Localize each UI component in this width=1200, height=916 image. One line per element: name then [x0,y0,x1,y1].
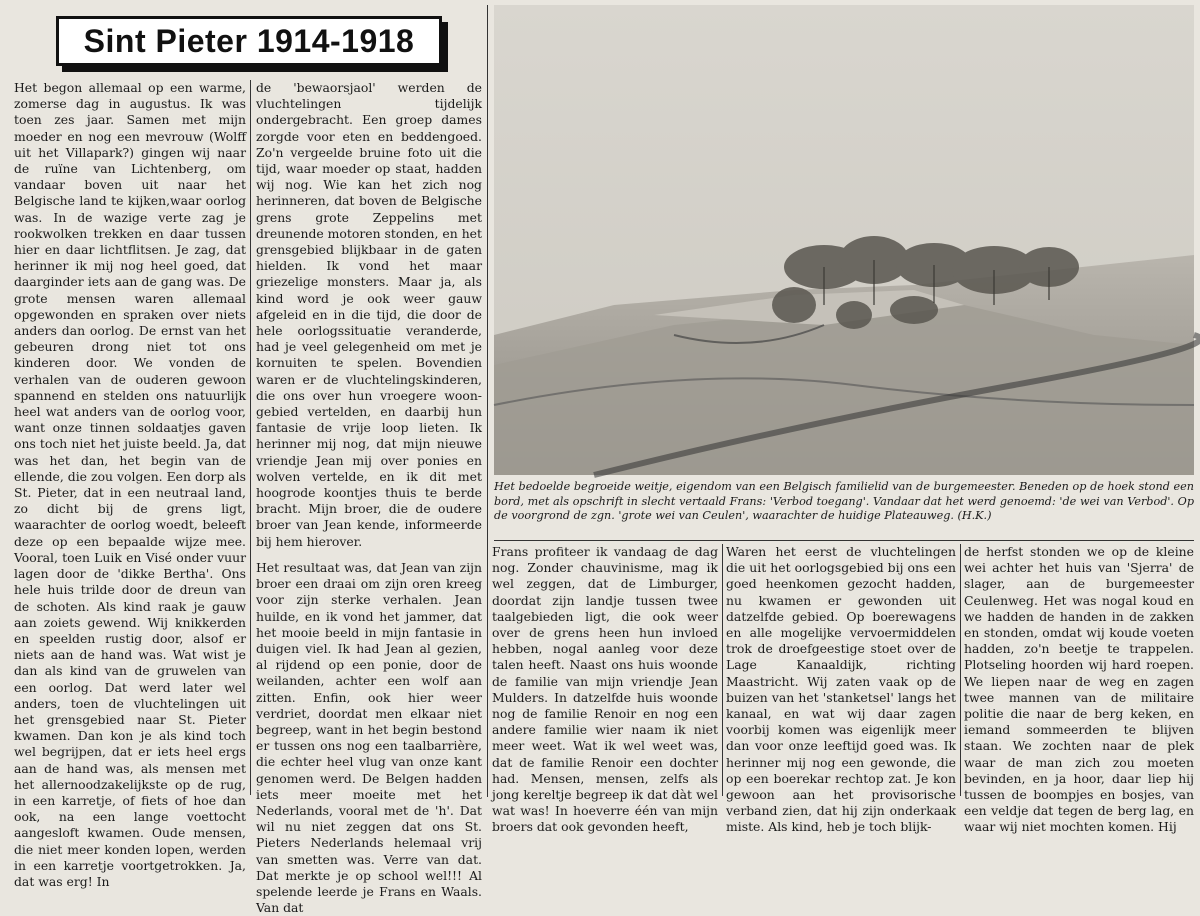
column-divider-1 [250,80,251,795]
landscape-drawing-icon [494,5,1194,475]
column-2-text-a: de 'bewaorsjaol' werden de vluchtelingen tijdelijk ondergebracht. Een groep dames zorgde voor eten en beddengoed. Zo'n vergeelde bruine foto uit die tijd, waar moeder op staat, hadden wij nog. Wie kan het zich nog herinneren, dat boven de Belgische grens grote Zeppelins met dreunende motoren stonden, en het grensgebied blijkbaar in de gaten hielden. Ik vond het maar griezelige monsters. Maar ja, als kind word je ook weer gauw afgeleid en in die tijd, die door de hele oorlogssituatie veranderde, had je veel gelegenheid om met je kornuiten te spelen. Bovendien waren er de vluchtelingskinderen, die ons over hun vroegere woon-gebied vertelden, en daarbij hun fantasie de vrije loop lieten. Ik herinner mij nog, dat mijn nieuwe vriendje Jean mij over ponies en wolven vertelde, en ik dit met hoogrode koontjes thuis te berde bracht. Mijn broer, die de oudere broer van Jean kende, informeerde bij hem hierover. [256,80,482,549]
landscape-photo [494,5,1194,475]
column-5-text: de herfst stonden we op de kleine wei achter het huis van 'Sjerra' de slager, aan de burgemeester Ceulenweg. Het was nogal koud en we hadden de handen in de zakken en stonden, omdat wij koude voeten hadden, zo'n beetje te trappelen. Plotseling hoorden wij hard roepen. We liepen naar de weg en zagen twee mannen van de militaire politie die naar de berg keken, en iemand sommeerden te blijven staan. We zochten naar de plek waar de man zich zou moeten bevinden, en ja hoor, daar liep hij tussen de boompjes en bosjes, van een veldje dat tegen de berg lag, en waar wij niet mochten komen. Hij [964,544,1194,835]
column-divider-4 [960,544,961,796]
article-column-2 [256,80,482,916]
article-column-4 [726,544,956,835]
article-column-1 [14,80,246,889]
column-2-text-b: Het resultaat was, dat Jean van zijn broer een draai om zijn oren kreeg voor zijn sterke verhalen. Jean huilde, en ik vond het jammer, dat het mooie beeld in mijn fantasie in duigen viel. Ik had Jean al gezien, al rijdend op een ponie, door de weilanden, achter een wolf aan zitten. Enfin, ook hier weer verdriet, doordat men elkaar niet begreep, want in het begin bestond er tussen ons nog een taalbarrière, die echter heel vlug van onze kant genomen werd. De Belgen hadden iets meer moeite met het Nederlands, vooral met de 'h'. Dat wil nu niet zeggen dat ons St. Pieters Nederlands helemaal vrij van smetten was. Verre van dat. Dat merkte je op school wel!!! Al spelende leerde je Frans en Waals. Van dat [256,559,482,916]
column-4-text: Waren het eerst de vluchtelingen die uit het oorlogsgebied bij ons een goed heenkomen gezocht hadden, nu kwamen er gewonden uit datzelfde gebied. Op boerewagens en alle mogelijke vervoermiddelen trok de droefgeestige stoet over de Lage Kanaaldijk, richting Maastricht. Wij zaten vaak op de buizen van het 'stanketsel' langs het kanaal, en wat wij daar zagen voorbij komen was eigenlijk meer dan voor onze leeftijd goed was. Ik herinner mij nog een gewonde, die op een boerekar rechtop zat. Je kon gewoon aan het provisorische verband zien, dat hij zijn onderkaak miste. Als kind, heb je toch blijk- [726,544,956,835]
column-3-text: Frans profiteer ik vandaag de dag nog. Zonder chauvinisme, mag ik wel zeggen, dat de Limburger, doordat zijn landje tussen twee taalgebieden ligt, die ook weer over de grens heen hun invloed hebben, nogal aanleg voor deze talen heeft. Naast ons huis woonde de familie van mijn vriendje Jean Mulders. In datzelfde huis woonde nog de familie Renoir en nog een andere familie wier naam ik niet meer weet. Wat ik wel weet was, dat de familie Renoir een dochter had. Mensen, mensen, zelfs als jong kereltje begreep ik dat dàt wel wat was! In hoeverre één van mijn broers dat ook gevonden heeft, [492,544,718,835]
article-column-5 [964,544,1194,835]
caption-rule [494,540,1194,541]
column-divider-2 [487,5,488,797]
article-title-box [56,16,442,66]
article-column-3 [492,544,718,835]
column-divider-3 [722,544,723,796]
article-title: Sint Pieter 1914-1918 [83,22,415,59]
column-1-text: Het begon allemaal op een warme, zomerse dag in augustus. Ik was toen zes jaar. Samen met mijn moeder en nog een mevrouw (Wolff uit het Villapark?) gingen wij naar de ruïne van Lichtenberg, om vandaar boven uit naar het Belgische land te kijken,waar oorlog was. In de wazige verte zag je rookwolken trekken en daar tussen hier en daar lichtflitsen. Je zag, dat herinner ik mij nog heel goed, dat daarginder iets aan de gang was. De grote mensen waren allemaal opgewonden en spraken over niets anders dan oorlog. De ernst van het gebeuren drong niet tot ons kinderen door. We vonden de verhalen van de ouderen gewoon spannend en stelden ons natuurlijk heel wat anders van de oorlog voor, want onze tinnen soldaatjes gaven ons toch niet het juiste beeld. Ja, dat was het dan, het begin van de ellende, die zou volgen. Een dorp als St. Pieter, dat in een neutraal land, zo dicht bij de grens ligt, waarachter de oorlog woedt, beleeft deze op een bepaalde wijze mee. Vooral, toen Luik en Visé onder vuur lagen door de 'dikke Bertha'. Ons hele huis trilde door de dreun van de schoten. Als kind raak je gauw aan zoiets gewend. Wij knikkerden en speelden rustig door, alsof er niets aan de hand was. Wat wist je dan als kind van de gruwelen van een oorlog. Dat werd later wel anders, toen de vluchtelingen uit het grensgebied naar St. Pieter kwamen. Dan kon je als kind toch wel begrijpen, dat er iets heel ergs aan de hand was, als mensen met het allernoodzakelijkste op de rug, in een karretje, of fiets of hoe dan ook, na een lange voettocht aangesloft kwamen. Oude mensen, die niet meer konden lopen, werden in een karretje voortgetrokken. Ja, dat was erg! In [14,80,246,889]
photo-caption: Het bedoelde begroeide weitje, eigendom van een Belgisch familielid van de burgemeester. Beneden op de hoek stond een bord, met als opschrift in slecht vertaald Frans: 'Verbod toegang'. Vandaar dat het werd genoemd: 'de wei van Verbod'. Op de voorgrond de zgn. 'grote wei van Ceulen', waarachter de huidige Plateauweg. (H.K.) [494,480,1194,522]
